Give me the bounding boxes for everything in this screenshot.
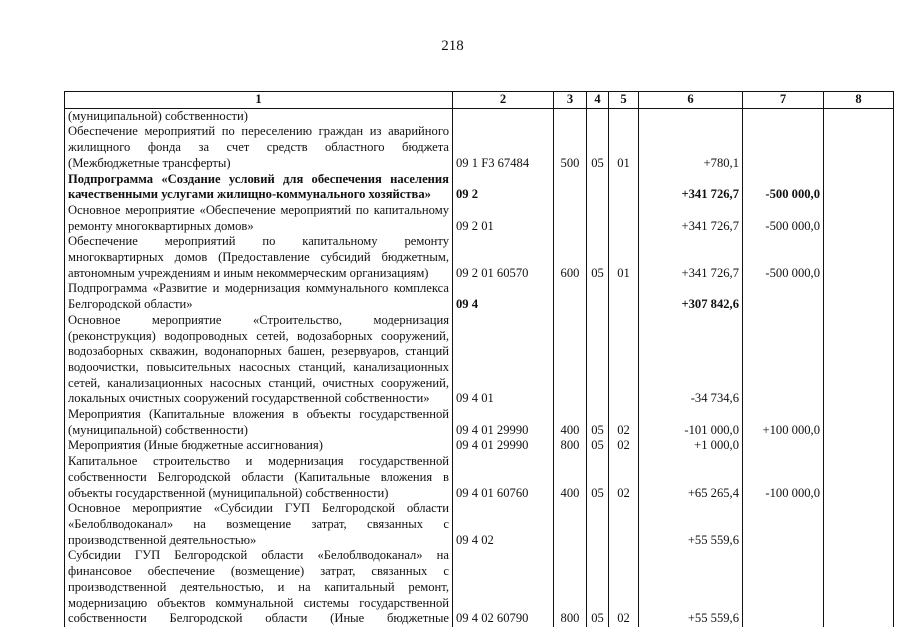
cell-code: 09 1 F3 67484	[453, 124, 554, 171]
cell-code: 09 4 02 60790	[453, 548, 554, 627]
cell-amount-8	[824, 108, 894, 124]
cell-subsection: 02	[609, 438, 639, 454]
cell-subsection: 01	[609, 124, 639, 171]
cell-amount-7	[743, 313, 824, 407]
cell-expense-type: 500	[554, 124, 587, 171]
cell-name: Субсидии ГУП Белгородской области «Белоблводоканал» на финансовое обеспечение (возмещение) затрат, связанных с производственной деятельностью, и на капитальный ремонт, модернизацию объектов коммунальной системы государственной собственности Белгородской области (Иные бюджетные	[65, 548, 453, 627]
cell-name: Подпрограмма «Создание условий для обеспечения населения качественными услугами жилищно-коммунального хозяйства»	[65, 172, 453, 203]
cell-expense-type: 600	[554, 234, 587, 281]
cell-expense-type: 400	[554, 454, 587, 501]
table-row	[65, 234, 894, 281]
cell-subsection	[609, 313, 639, 407]
cell-amount-8	[824, 172, 894, 203]
table-row	[65, 172, 894, 203]
cell-subsection: 02	[609, 407, 639, 438]
col-header-3: 3	[554, 92, 587, 109]
cell-name: Основное мероприятие «Субсидии ГУП Белгородской области «Белоблводоканал» на возмещение затрат, связанных с производственной деятельностью»	[65, 501, 453, 548]
cell-section: 05	[587, 234, 609, 281]
cell-name: (муниципальной) собственности)	[65, 108, 453, 124]
table-row	[65, 501, 894, 548]
cell-expense-type	[554, 501, 587, 548]
cell-subsection	[609, 501, 639, 548]
cell-name: Основное мероприятие «Обеспечение мероприятий по капитальному ремонту многоквартирных домов»	[65, 203, 453, 234]
cell-amount-7: +100 000,0	[743, 407, 824, 438]
cell-amount-7	[743, 108, 824, 124]
col-header-7: 7	[743, 92, 824, 109]
cell-code: 09 4 01 29990	[453, 407, 554, 438]
cell-amount-6	[639, 108, 743, 124]
cell-expense-type	[554, 172, 587, 203]
cell-subsection: 01	[609, 234, 639, 281]
cell-name: Обеспечение мероприятий по капитальному ремонту многоквартирных домов (Предоставление субсидий бюджетным, автономным учреждениям и иным некоммерческим организациям)	[65, 234, 453, 281]
cell-section	[587, 203, 609, 234]
cell-name: Капитальное строительство и модернизация государственной собственности Белгородской области (Капитальные вложения в объекты государственной (муниципальной) собственности)	[65, 454, 453, 501]
cell-section: 05	[587, 548, 609, 627]
cell-amount-7	[743, 438, 824, 454]
col-header-6: 6	[639, 92, 743, 109]
cell-name: Основное мероприятие «Строительство, модернизация (реконструкция) водопроводных сетей, водозаборных сооружений, водозаборных скважин, водонапорных башен, резервуаров, станций водоочистки, повысительных насосных станций, канализационных сетей, канализационных насосных станций, очистных сооружений, локальных очистных сооружений государственной собственности»	[65, 313, 453, 407]
cell-amount-7: -500 000,0	[743, 172, 824, 203]
cell-section: 05	[587, 407, 609, 438]
cell-expense-type: 800	[554, 548, 587, 627]
col-header-1: 1	[65, 92, 453, 109]
cell-subsection	[609, 203, 639, 234]
cell-amount-8	[824, 203, 894, 234]
cell-code: 09 2 01	[453, 203, 554, 234]
cell-amount-7: -500 000,0	[743, 203, 824, 234]
cell-section	[587, 172, 609, 203]
cell-code: 09 2 01 60570	[453, 234, 554, 281]
cell-amount-6: -101 000,0	[639, 407, 743, 438]
cell-expense-type	[554, 203, 587, 234]
cell-expense-type: 400	[554, 407, 587, 438]
cell-amount-7	[743, 548, 824, 627]
table-row	[65, 438, 894, 454]
cell-subsection	[609, 281, 639, 312]
table-row	[65, 108, 894, 124]
table-body	[65, 108, 894, 627]
cell-amount-6: -34 734,6	[639, 313, 743, 407]
cell-amount-8	[824, 438, 894, 454]
cell-amount-8	[824, 234, 894, 281]
cell-amount-6: +55 559,6	[639, 548, 743, 627]
table-row	[65, 454, 894, 501]
cell-amount-7: -100 000,0	[743, 454, 824, 501]
cell-section	[587, 281, 609, 312]
table-header-row	[65, 92, 894, 109]
cell-amount-7	[743, 501, 824, 548]
cell-section: 05	[587, 454, 609, 501]
cell-amount-7	[743, 281, 824, 312]
cell-subsection: 02	[609, 548, 639, 627]
cell-section: 05	[587, 124, 609, 171]
cell-section	[587, 313, 609, 407]
col-header-5: 5	[609, 92, 639, 109]
cell-amount-7	[743, 124, 824, 171]
budget-table	[64, 91, 894, 627]
cell-code: 09 4	[453, 281, 554, 312]
cell-amount-6: +780,1	[639, 124, 743, 171]
cell-amount-8	[824, 454, 894, 501]
table-row	[65, 548, 894, 627]
cell-code: 09 4 01	[453, 313, 554, 407]
cell-subsection: 02	[609, 454, 639, 501]
cell-code: 09 4 01 29990	[453, 438, 554, 454]
cell-subsection	[609, 172, 639, 203]
cell-amount-8	[824, 124, 894, 171]
cell-amount-6: +55 559,6	[639, 501, 743, 548]
cell-name: Мероприятия (Иные бюджетные ассигнования)	[65, 438, 453, 454]
cell-amount-6: +65 265,4	[639, 454, 743, 501]
cell-amount-6: +1 000,0	[639, 438, 743, 454]
cell-amount-8	[824, 407, 894, 438]
cell-code: 09 4 01 60760	[453, 454, 554, 501]
cell-amount-6: +341 726,7	[639, 203, 743, 234]
cell-amount-6: +341 726,7	[639, 234, 743, 281]
cell-amount-8	[824, 501, 894, 548]
cell-amount-8	[824, 548, 894, 627]
cell-expense-type	[554, 281, 587, 312]
cell-code: 09 4 02	[453, 501, 554, 548]
cell-section	[587, 501, 609, 548]
cell-section	[587, 108, 609, 124]
cell-amount-8	[824, 313, 894, 407]
cell-section: 05	[587, 438, 609, 454]
cell-name: Мероприятия (Капитальные вложения в объекты государственной (муниципальной) собственности)	[65, 407, 453, 438]
table-row	[65, 124, 894, 171]
cell-expense-type: 800	[554, 438, 587, 454]
cell-amount-6: +307 842,6	[639, 281, 743, 312]
table-row	[65, 407, 894, 438]
col-header-2: 2	[453, 92, 554, 109]
cell-code	[453, 108, 554, 124]
cell-subsection	[609, 108, 639, 124]
col-header-8: 8	[824, 92, 894, 109]
cell-name: Обеспечение мероприятий по переселению граждан из аварийного жилищного фонда за счет средств областного бюджета (Межбюджетные трансферты)	[65, 124, 453, 171]
cell-amount-6: +341 726,7	[639, 172, 743, 203]
table-row	[65, 203, 894, 234]
cell-code: 09 2	[453, 172, 554, 203]
table-row	[65, 313, 894, 407]
page-number: 218	[441, 38, 464, 54]
cell-amount-8	[824, 281, 894, 312]
cell-expense-type	[554, 108, 587, 124]
col-header-4: 4	[587, 92, 609, 109]
cell-amount-7: -500 000,0	[743, 234, 824, 281]
table-row	[65, 281, 894, 312]
cell-expense-type	[554, 313, 587, 407]
cell-name: Подпрограмма «Развитие и модернизация коммунального комплекса Белгородской области»	[65, 281, 453, 312]
